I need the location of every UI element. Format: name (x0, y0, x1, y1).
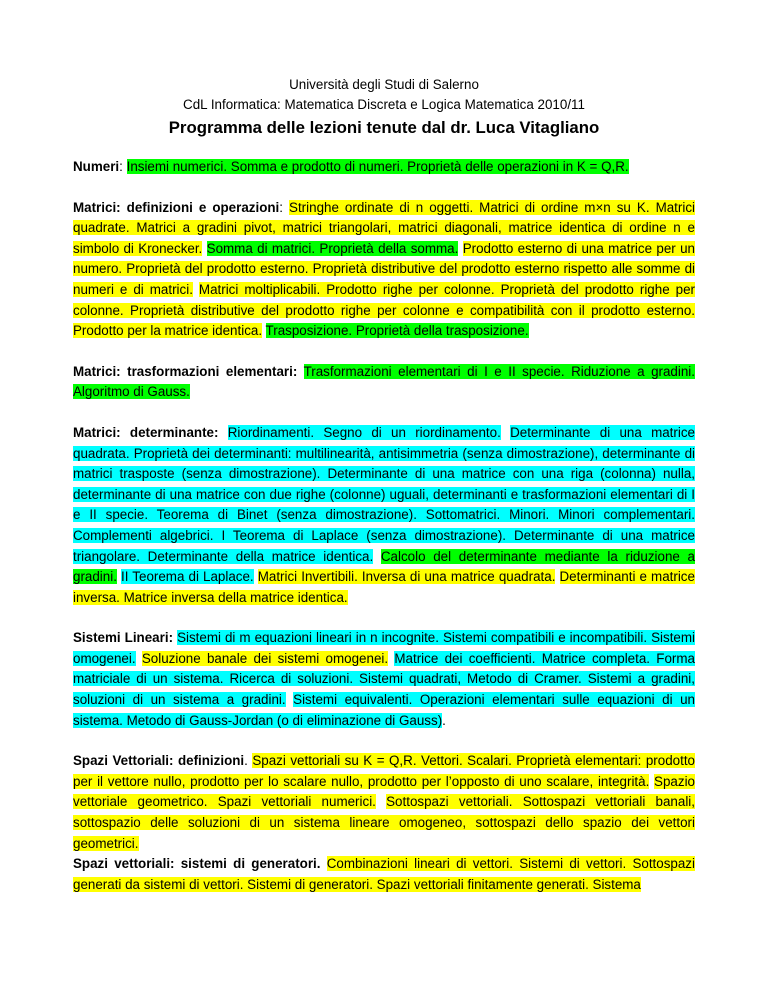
program-sections (73, 157, 695, 895)
section-sistemi-lineari (73, 628, 695, 731)
university-name: Università degli Studi di Salerno (289, 77, 479, 92)
text-run (286, 692, 294, 707)
highlighted-text-run: II Teorema di Laplace. (121, 569, 254, 585)
section-separator (218, 425, 227, 440)
section-matrici-trasformazioni (73, 362, 695, 403)
highlighted-text-run: Determinanti e matrice inversa. Matrice inversa della matrice identica. (73, 569, 695, 605)
text-run (373, 549, 381, 564)
highlighted-text-run: Combinazioni lineari di vettori. Sistemi di vettori. Sottospazi generati da sistemi di vettori. Sistemi di generatori. Spazi vettoriali finitamente generati. Sistema (73, 856, 695, 892)
section-label: Sistemi Lineari: (73, 630, 174, 646)
highlighted-text-run: Calcolo del determinante mediante la riduzione a gradini. (73, 548, 695, 585)
section-numeri (73, 157, 695, 178)
section-separator (297, 364, 303, 379)
highlighted-text-run: Sistemi equivalenti. Operazioni elementari sulle equazioni di un sistema. Metodo di Gauss-Jordan (o di eliminazione di Gauss) (73, 692, 695, 728)
highlighted-text-run: Matrice dei coefficienti. Matrice completa. Forma matriciale di un sistema. Ricerca di soluzioni. Sistemi quadrati, Metodo di Cramer. Sistemi a gradini, soluzioni di un sistema a gradini. (73, 650, 695, 708)
highlighted-text-run: Riordinamenti. Segno di un riordinamento. (227, 424, 501, 440)
section-label: Numeri (73, 159, 120, 174)
highlighted-text-run: Soluzione banale dei sistemi omogenei. (141, 650, 389, 666)
highlighted-text-run: Sistemi di m equazioni lineari in n incognite. Sistemi compatibili e incompatibili. Sistemi omogenei. (73, 630, 695, 666)
highlighted-text-run: Determinante di una matrice quadrata. Proprietà dei determinanti: multilinearità, antisimmetria (senza dimostrazione), determinante di matrici trasposte (senza dimostrazione). Determinante di una matrice con una riga (colonna) nulla, determinante di una matrice con due righe (colonne) uguali, determinanti e trasformazioni elementari di I e II specie. Teorema di Binet (senza dimostrazione). Sottomatrici. Minori. Minori complementari. Complementi algebrici. I Teorema di Laplace (senza dimostrazione). Determinante di una matrice triangolare. Determinante della matrice identica. (73, 424, 695, 564)
section-separator: : (279, 199, 290, 215)
text-run (501, 425, 510, 440)
section-matrici-definizioni (73, 198, 695, 342)
highlighted-text-run: Trasposizione. Proprietà della trasposizione. (265, 323, 529, 339)
section-label: Spazi vettoriali: sistemi di generatori. (73, 856, 321, 872)
text-run (202, 241, 206, 256)
text-run (376, 794, 386, 809)
page-title: Programma delle lezioni tenute dal dr. Luca Vitagliano (168, 118, 600, 137)
highlighted-text-run: Matrici Invertibili. Inversa di una matrice quadrata. (257, 569, 556, 585)
course-name: CdL Informatica: Matematica Discreta e Logica Matematica 2010/11 (183, 97, 585, 112)
highlighted-text-run: Trasformazioni elementari di I e II specie. Riduzione a gradini. Algoritmo di Gauss. (73, 363, 695, 400)
text-run (555, 569, 559, 584)
section-separator: : (119, 159, 127, 174)
highlighted-text-run: Matrici moltiplicabili. Prodotto righe per colonne. Proprietà del prodotto righe per colonne. Proprietà distributive del prodotto righe per colonne e compatibilità con il prodotto esterno. Prodotto per la matrice identica. (73, 281, 695, 339)
section-label: Matrici: definizioni e operazioni (73, 199, 280, 215)
highlighted-text-run: Insiemi numerici. Somma e prodotto di numeri. Proprietà delle operazioni in K = Q,R. (126, 159, 629, 174)
highlighted-text-run: Somma di matrici. Proprietà della somma. (206, 240, 459, 256)
text-run (136, 651, 142, 666)
section-label: Matrici: determinante: (73, 424, 219, 440)
highlighted-text-run: Prodotto esterno di una matrice per un numero. Proprietà del prodotto esterno. Proprietà distributive del prodotto esterno rispetto alle somme di numeri e di matrici. (73, 240, 695, 297)
text-run: . (442, 712, 446, 728)
highlighted-text-run: Spazi vettoriali su K = Q,R. Vettori. Scalari. Proprietà elementari: prodotto per il vettore nullo, prodotto per lo scalare nullo, prodotto per l’opposto di uno scalare, integrità. (73, 753, 695, 789)
highlighted-text-run: Spazio vettoriale geometrico. Spazi vettoriali numerici. (73, 773, 695, 810)
section-label: Spazi Vettoriali: definizioni (73, 753, 245, 769)
section-spazi-definizioni (73, 751, 695, 854)
section-separator (321, 856, 327, 871)
section-separator: . (244, 753, 253, 769)
section-label: Matrici: trasformazioni elementari: (73, 363, 298, 379)
highlighted-text-run: Sottospazi vettoriali. Sottospazi vettoriali banali, sottospazio delle soluzioni di un sistema lineare omogeneo, sottospazi dello spazio dei vettori geometrici. (73, 794, 695, 851)
highlighted-text-run: Stringhe ordinate di n oggetti. Matrici di ordine m×n su K. Matrici quadrate. Matrici a gradini pivot, matrici triangolari, matrici diagonali, matrice identica di ordine n e simbolo di Kronecker. (73, 199, 695, 256)
section-matrici-determinante (73, 423, 695, 608)
section-spazi-generatori (73, 854, 695, 895)
